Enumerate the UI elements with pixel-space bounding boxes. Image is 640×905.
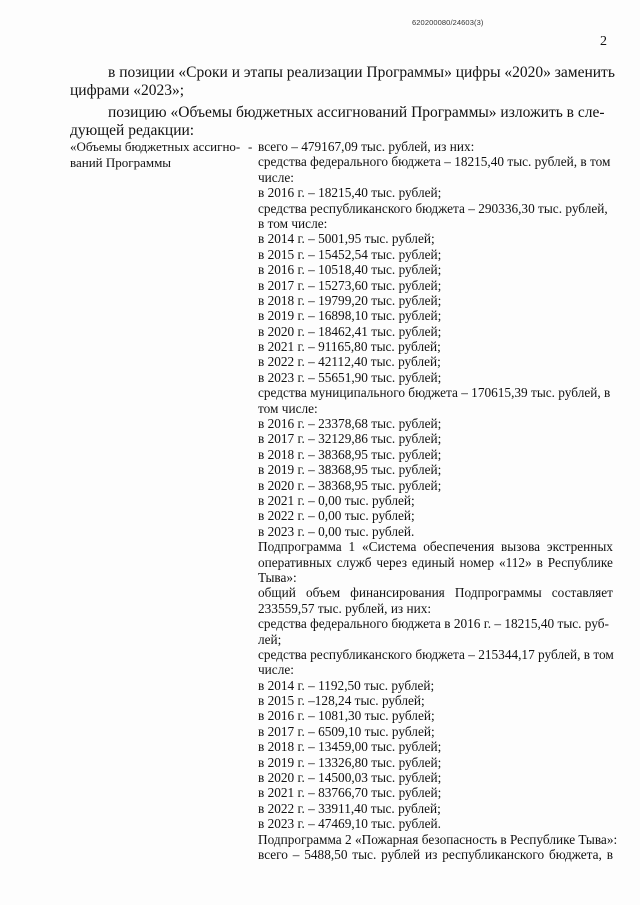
document-code: 620200080/24603(3) xyxy=(412,18,484,27)
budget-line: средства федерального бюджета – 18215,40 тыс. рублей, в том xyxy=(258,154,611,170)
budget-line: в 2019 г. – 13326,80 тыс. рублей; xyxy=(258,754,442,770)
budget-line: в 2016 г. – 1081,30 тыс. рублей; xyxy=(258,708,435,724)
intro-line-3: позицию «Объемы бюджетных ассигнований Программы» изложить в сле- xyxy=(108,104,605,121)
budget-line: в 2019 г. – 16898,10 тыс. рублей; xyxy=(258,308,442,324)
budget-line: в 2021 г. – 91165,80 тыс. рублей; xyxy=(258,339,441,355)
budget-line: 233559,57 тыс. рублей, из них: xyxy=(258,600,432,616)
budget-line: Тыва»: xyxy=(258,569,297,585)
budget-line: в 2020 г. – 14500,03 тыс. рублей; xyxy=(258,770,442,786)
budget-line: в 2018 г. – 38368,95 тыс. рублей; xyxy=(258,446,442,462)
budget-line: Подпрограмма 1 «Система обеспечения вызова экстренных xyxy=(258,539,613,555)
budget-line: в 2014 г. – 1192,50 тыс. рублей; xyxy=(258,677,435,693)
budget-line: в 2017 г. – 6509,10 тыс. рублей; xyxy=(258,723,435,739)
budget-line: Подпрограмма 2 «Пожарная безопасность в Республике Тыва»: xyxy=(258,831,618,847)
budget-line: в 2016 г. – 10518,40 тыс. рублей; xyxy=(258,262,442,278)
budget-line: в 2017 г. – 32129,86 тыс. рублей; xyxy=(258,431,442,447)
label-dash: - xyxy=(248,139,253,154)
budget-line: всего – 479167,09 тыс. рублей, из них: xyxy=(258,139,475,154)
budget-line: числе: xyxy=(258,169,294,185)
budget-line: средства республиканского бюджета – 215344,17 рублей, в том xyxy=(258,646,614,662)
budget-line: средства республиканского бюджета – 290336,30 тыс. рублей, xyxy=(258,200,608,216)
budget-line: в 2022 г. – 33911,40 тыс. рублей; xyxy=(258,800,441,816)
intro-line-2: цифрами «2023»; xyxy=(70,82,185,99)
budget-line: общий объем финансирования Подпрограммы составляет xyxy=(258,585,613,601)
budget-line: в 2021 г. – 0,00 тыс. рублей; xyxy=(258,492,415,508)
budget-line: средства муниципального бюджета – 170615,39 тыс. рублей, в xyxy=(258,385,611,401)
budget-line: в том числе: xyxy=(258,215,328,231)
budget-line: в 2021 г. – 83766,70 тыс. рублей; xyxy=(258,785,442,801)
budget-line: в 2016 г. – 23378,68 тыс. рублей; xyxy=(258,416,442,432)
budget-line: всего – 5488,50 тыс. рублей из республиканского бюджета, в xyxy=(258,846,613,862)
budget-line: числе: xyxy=(258,662,294,678)
intro-line-1: в позиции «Сроки и этапы реализации Программы» цифры «2020» заменить xyxy=(108,64,615,81)
budget-line: лей; xyxy=(258,631,282,647)
budget-line: в 2023 г. – 0,00 тыс. рублей. xyxy=(258,523,415,539)
budget-line: в 2016 г. – 18215,40 тыс. рублей; xyxy=(258,185,442,201)
budget-line: в 2015 г. – 15452,54 тыс. рублей; xyxy=(258,246,442,262)
budget-line: средства федерального бюджета в 2016 г. – 18215,40 тыс. руб- xyxy=(258,616,609,632)
budget-line: в 2015 г. –128,24 тыс. рублей; xyxy=(258,693,425,709)
budget-line: в 2018 г. – 13459,00 тыс. рублей; xyxy=(258,739,442,755)
left-label-line-1: «Объемы бюджетных ассигно- xyxy=(70,139,241,154)
budget-line: в 2023 г. – 47469,10 тыс. рублей. xyxy=(258,816,441,832)
budget-line: в 2018 г. – 19799,20 тыс. рублей; xyxy=(258,292,442,308)
budget-line: том числе: xyxy=(258,400,318,416)
budget-line: в 2019 г. – 38368,95 тыс. рублей; xyxy=(258,462,442,478)
budget-line: в 2014 г. – 5001,95 тыс. рублей; xyxy=(258,231,435,247)
budget-line: оперативных служб через единый номер «112» в Республике xyxy=(258,554,613,570)
budget-line: в 2020 г. – 18462,41 тыс. рублей; xyxy=(258,323,442,339)
budget-line: в 2017 г. – 15273,60 тыс. рублей; xyxy=(258,277,442,293)
budget-line: в 2022 г. – 42112,40 тыс. рублей; xyxy=(258,354,441,370)
left-label-line-2: ваний Программы xyxy=(70,155,172,170)
budget-line: в 2022 г. – 0,00 тыс. рублей; xyxy=(258,508,415,524)
budget-details-column xyxy=(258,139,618,862)
page-number: 2 xyxy=(600,34,607,49)
intro-line-4: дующей редакции: xyxy=(70,122,195,139)
budget-line: в 2023 г. – 55651,90 тыс. рублей; xyxy=(258,369,442,385)
budget-line: в 2020 г. – 38368,95 тыс. рублей; xyxy=(258,477,442,493)
